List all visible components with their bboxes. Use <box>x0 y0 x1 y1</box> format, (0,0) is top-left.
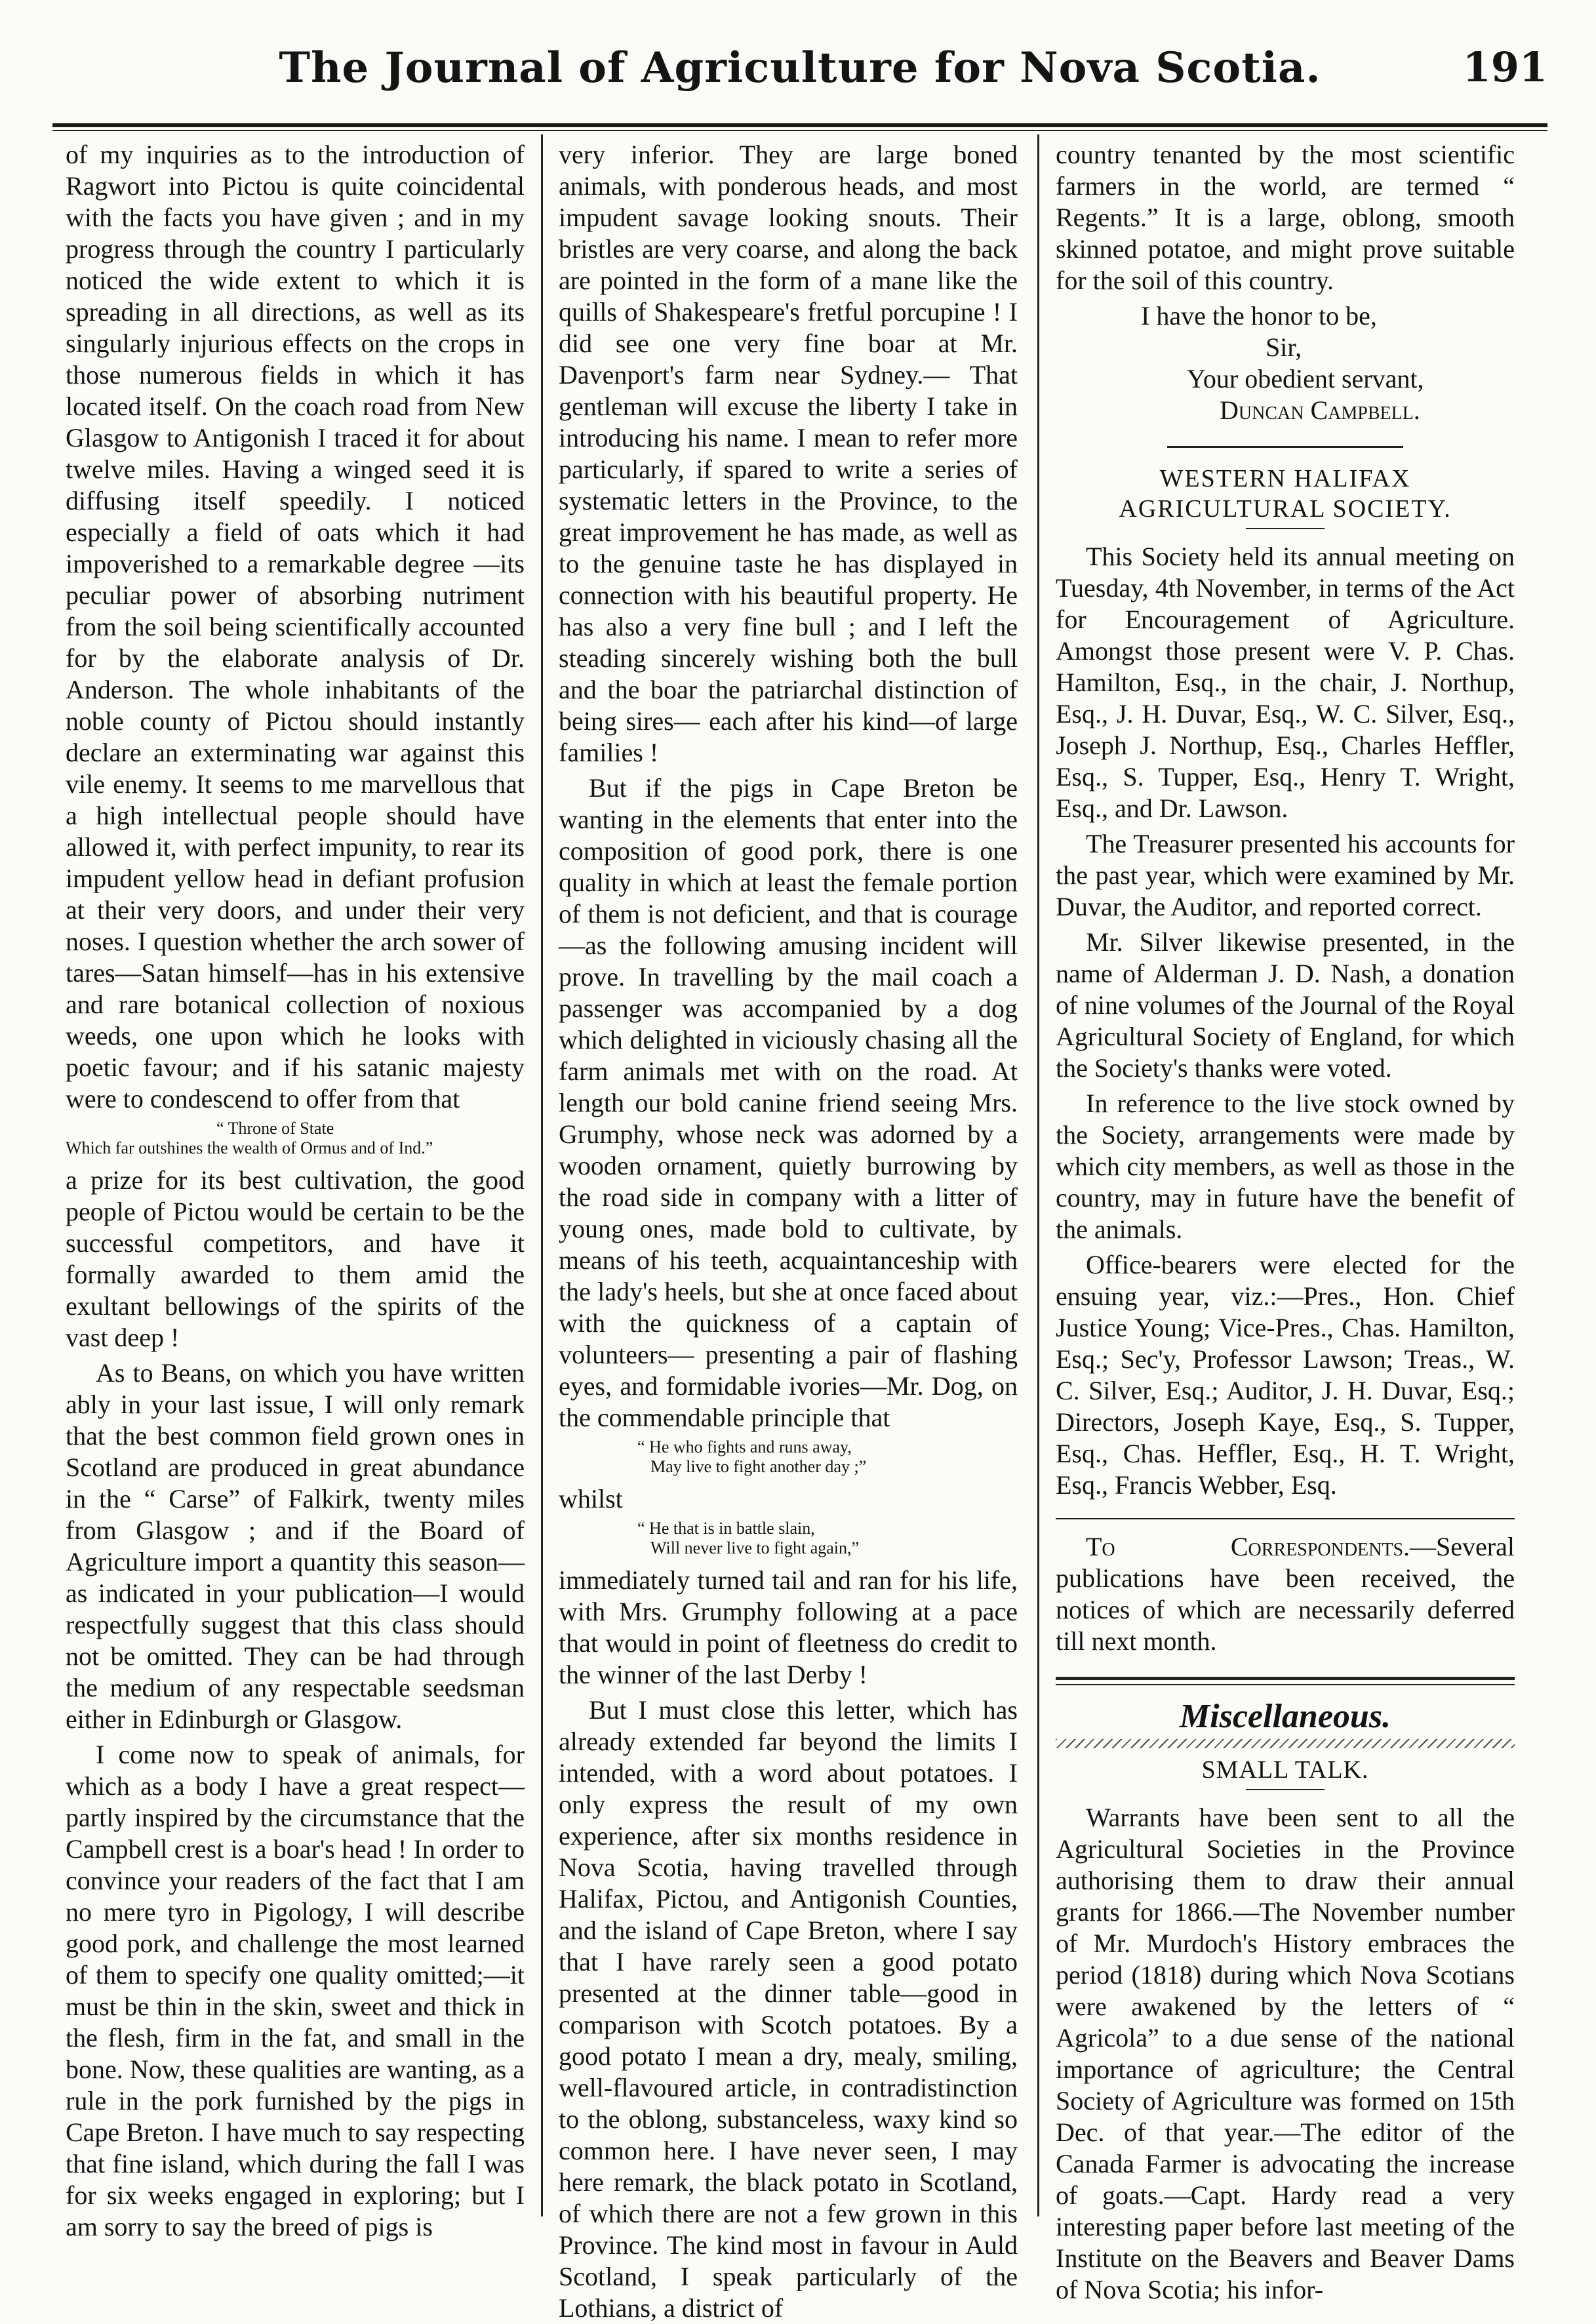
correspondents-label: To Correspondents. <box>1086 1532 1410 1561</box>
society-paragraph-2: The Treasurer presented his accounts for the past year, which were examined by Mr. Duvar, the Auditor, and reported correct. <box>1056 829 1515 921</box>
wavy-ornament <box>1056 1739 1515 1748</box>
correspondents-text: —Several publications have been received, the notices of which are necessarily deferred till next month. <box>1056 1532 1515 1656</box>
society-paragraph-1: This Society held its annual meeting on Tuesday, 4th November, in terms of the Act for Encouragement of Agriculture. Amongst those present were V. P. Chas. Hamilton, Esq., in the chair, J. Northup, Esq., J. H. Duvar, Esq., W. C. Silver, Esq., Joseph J. Northup, Esq., Charles Heffler, Esq., S. Tupper, Esq., Henry T. Wright, Esq., and Dr. Lawson. <box>1056 542 1515 823</box>
col2-paragraph-4: But I must close this letter, which has already extended far beyond the limits I intended, with a word about potatoes. I only express the result of my own experience, after six months residence in Nova Scotia, having travelled through Halifax, Pictou, and Antigonish Counties, and the island of Cape Breton, where I say that I have rarely seen a good potato presented at the dinner table—good in comparison with Scotch potatoes. By a good potato I mean a dry, mealy, smiling, well-flavoured article, in contradistinction to the oblong, substanceless, waxy kind so common here. I have never seen, I may here remark, the black potato in Scotland, of which there are not a few grown in this Province. The kind most in favour in Auld Scotland, I speak particularly of the Lothians, a district of <box>559 1695 1018 2323</box>
letter-signature <box>1056 300 1515 426</box>
column-2 <box>559 139 1018 2323</box>
quote-line-1: “ Throne of State <box>216 1119 334 1138</box>
journal-title: The Journal of Agriculture for Nova Scotia. <box>279 43 1321 92</box>
col1-paragraph-1: of my inquiries as to the introduction of Ragwort into Pictou is quite coincidental with the facts you have given ; and in my progress through the country I particularly noticed the wide extent to which it is spreading in all directions, as well as its singularly injurious effects on the crops in those numerous fields in which it has located itself. On the coach road from New Glasgow to Antigonish I traced it for about twelve miles. Having a winged seed it is diffusing itself speedily. I noticed especially a field of oats which it had impoverished to a remarkable degree —its peculiar power of absorbing nutriment from the soil being scientifically accounted for by the elaborate analysis of Dr. Anderson. The whole inhabitants of the noble county of Pictou should instantly declare an exterminating war against this vile enemy. It seems to me marvellous that a high intellectual people should have allowed it, with perfect impunity, to rear its impudent yellow head in defiant profusion at their very doors, and under their very noses. I question whether the arch sower of tares—Satan himself—has in his extensive and rare botanical collection of noxious weeds, one upon which he looks with poetic favour; and if his satanic majesty were to condescend to offer from that <box>66 140 525 1113</box>
signature-line-3: Your obedient servant, <box>1187 364 1424 393</box>
quote1-line-1: “ He who fights and runs away, <box>637 1437 852 1456</box>
page-number: 191 <box>1462 43 1547 91</box>
miscellaneous-rule-thin <box>1056 1684 1515 1685</box>
quote2-line-2: Will never live to fight again,” <box>650 1538 860 1557</box>
miscellaneous-rule-thick <box>1056 1677 1515 1680</box>
section-rule <box>1167 446 1403 448</box>
column-3 <box>1056 139 1515 2304</box>
signature-line-1: I have the honor to be, <box>1141 301 1377 331</box>
small-talk-underline <box>1246 1789 1325 1790</box>
header-rule-thick <box>52 123 1547 127</box>
society-paragraph-4: In reference to the live stock owned by the Society, arrangements were made by which city members, as well as those in the country, may in future have the benefit of the animals. <box>1056 1089 1515 1244</box>
col2-quotation-1 <box>559 1437 1018 1477</box>
column-divider-2 <box>1037 134 1039 2216</box>
header-rule-thin <box>52 130 1547 131</box>
col1-paragraph-2: a prize for its best cultivation, the good people of Pictou would be certain to be the successful competitors, and have it formally awarded to them amid the exultant bellowings of the spirits of the vast deep ! <box>66 1165 525 1352</box>
signature-name: Duncan Campbell. <box>1220 395 1420 425</box>
col1-paragraph-4: I come now to speak of animals, for which as a body I have a great respect— partly inspired by the circumstance that the Campbell crest is a boar's head ! In order to convince your readers of the fact that I am no mere tyro in Pigology, I will describe good pork, and challenge the most learned of them to specify one quality omitted;—it must be thin in the skin, sweet and thick in the flesh, firm in the fat, and small in the bone. Now, these qualities are wanting, as a rule in the pork furnished by the pigs in Cape Breton. I have much to say respecting that fine island, which during the fall I was for six weeks engaged in exploring; but I am sorry to say the breed of pigs is <box>66 1740 525 2241</box>
quote1-line-2: May live to fight another day ;” <box>650 1457 867 1476</box>
small-talk-heading: SMALL TALK. <box>1201 1756 1369 1784</box>
col1-quotation <box>66 1119 525 1158</box>
column-1 <box>66 139 525 2241</box>
heading-underline <box>1246 528 1325 529</box>
page-header <box>52 29 1547 114</box>
correspondents-rule <box>1056 1518 1515 1519</box>
society-paragraph-3: Mr. Silver likewise presented, in the name of Alderman J. D. Nash, a donation of nine volumes of the Journal of the Royal Agricultural Society of England, for which the Society's thanks were voted. <box>1056 927 1515 1083</box>
quote2-line-1: “ He that is in battle slain, <box>637 1519 815 1538</box>
col2-paragraph-2: But if the pigs in Cape Breton be wanting in the elements that enter into the composition of good pork, there is one quality in which at least the female portion of them is not deficient, and that is courage—as the following amusing incident will prove. In travelling by the mail coach a passenger was accompanied by a dog which delighted in viciously chasing all the farm animals met with on the road. At length our bold canine friend seeing Mrs. Grumphy, whose neck was adorned by a wooden ornament, quietly burrowing by the road side in company with a litter of young ones, made bold to cultivate, by means of his teeth, acquaintanceship with the lady's heels, but she at once faced about with the quickness of a captain of volunteers— presenting a pair of flashing eyes, and formidable ivories—Mr. Dog, on the commendable principle that <box>559 773 1018 1432</box>
col1-paragraph-3: As to Beans, on which you have written ably in your last issue, I will only remark that the best common field grown ones in Scotland are produced in great abundance in the “ Carse” of Falkirk, twenty miles from Glasgow ; and if the Board of Agriculture import a quantity this season—as indicated in your publication—I would respectfully suggest that this class should not be omitted. They can be had through the medium of any respectable seedsman either in Edinburgh or Glasgow. <box>66 1358 525 1734</box>
society-heading: WESTERN HALIFAX AGRICULTURAL SOCIETY. <box>1119 465 1452 523</box>
column-divider-1 <box>541 134 543 2216</box>
whilst-word: whilst <box>559 1484 623 1513</box>
col3-paragraph-1: country tenanted by the most scientific farmers in the world, are termed “ Regents.” It is a large, oblong, smooth skinned potatoe, and might prove suitable for the soil of this country. <box>1056 140 1515 295</box>
col2-quotation-2 <box>559 1519 1018 1558</box>
col2-paragraph-3: immediately turned tail and ran for his life, with Mrs. Grumphy following at a pace that would in point of fleetness do credit to the winner of the last Derby ! <box>559 1565 1018 1689</box>
correspondents-notice <box>1056 1531 1515 1657</box>
quote-line-2: Which far outshines the wealth of Ormus and of Ind.” <box>66 1138 433 1157</box>
col2-paragraph-1: very inferior. They are large boned animals, with ponderous heads, and most impudent savage looking snouts. Their bristles are very coarse, and along the back are pointed in the form of a mane like the quills of Shakespeare's fretful porcupine ! I did see one very fine boar at Mr. Davenport's farm near Sydney.— That gentleman will excuse the liberty I take in introducing his name. I mean to refer more particularly, if spared to write a series of systematic letters in the Province, to the great improvement he has made, as well as to the genuine taste he has displayed in connection with his beautiful property. He has also a very fine bull ; and I left the steading sincerely wishing both the bull and the boar the patriarchal distinction of being sires— each after his kind—of large families ! <box>559 140 1018 767</box>
miscellaneous-heading: Miscellaneous. <box>1179 1698 1391 1735</box>
small-talk-paragraph: Warrants have been sent to all the Agricultural Societies in the Province authorising them to draw their annual grants for 1866.—The November number of Mr. Murdoch's History embraces the period (1818) during which Nova Scotians were awakened by the letters of “ Agricola” to a due sense of the national importance of agriculture; the Central Society of Agriculture was formed on 15th Dec. of that year.—The editor of the Canada Farmer is advocating the increase of goats.—Capt. Hardy read a very interesting paper before last meeting of the Institute on the Beavers and Beaver Dams of Nova Scotia; his infor- <box>1056 1803 1515 2304</box>
signature-line-2: Sir, <box>1266 332 1302 362</box>
society-paragraph-5: Office-bearers were elected for the ensuing year, viz.:—Pres., Hon. Chief Justice Young; Vice-Pres., Chas. Hamilton, Esq.; Sec'y, Professor Lawson; Treas., W. C. Silver, Esq.; Auditor, J. H. Duvar, Esq.; Directors, Joseph Kaye, Esq., S. Tupper, Esq., Chas. Heffler, Esq., H. T. Wright, Esq., Francis Webber, Esq. <box>1056 1250 1515 1500</box>
